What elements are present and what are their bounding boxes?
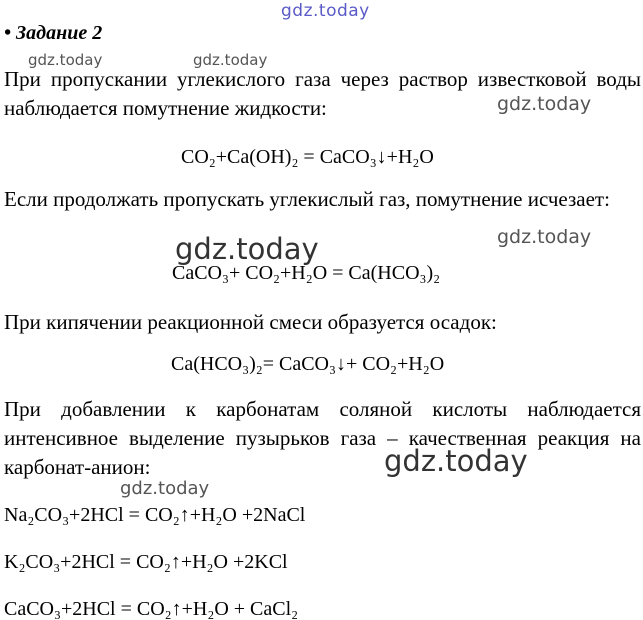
paragraph-excess-co2: Если продолжать пропускать углекислый газ, помутнение исчезает: xyxy=(4,187,610,211)
watermark-mid-1: gdz.today xyxy=(497,93,592,115)
equation-limewater: CO₂+Ca(OH)₂ = CaCO₃↓+H₂O xyxy=(181,146,434,168)
watermark-small-2: gdz.today xyxy=(193,51,268,69)
equation-decomposition: Ca(HCO₃)₂= CaCO₃↓+ CO₂+H₂O xyxy=(171,353,445,375)
paragraph-acid-test: При добавлении к карбонатам соляной кислоты наблюдается интенсивное выделение пузырьков газа – качественная реакция на карбонат-анион: xyxy=(4,397,641,479)
watermark-large-2: gdz.today xyxy=(384,444,528,478)
watermark-small-3: gdz.today xyxy=(120,478,210,499)
equation-potassium-carbonate: K₂CO₃+2HCl = CO₂↑+H₂O +2KCl xyxy=(4,551,288,573)
paragraph-limewater: При пропускании углекислого газа через раствор известковой воды наблюдается помутнение жидкости: xyxy=(4,67,641,120)
task-heading: • Задание 2 xyxy=(4,22,103,44)
paragraph-boiling: При кипячении реакционной смеси образуется осадок: xyxy=(4,310,497,334)
equation-calcium-carbonate: CaCO₃+2HCl = CO₂↑+H₂O + CaCl₂ xyxy=(4,598,299,620)
watermark-small-1: gdz.today xyxy=(28,51,103,69)
equation-bicarbonate: CaCO₃+ CO₂+H₂O = Ca(HCO₃)₂ xyxy=(172,262,441,284)
watermark-top: gdz.today xyxy=(281,1,370,21)
equation-sodium-carbonate: Na₂CO₃+2HCl = CO₂↑+H₂O +2NaCl xyxy=(4,504,306,526)
watermark-large-1: gdz.today xyxy=(175,232,319,266)
watermark-mid-2: gdz.today xyxy=(497,226,592,248)
